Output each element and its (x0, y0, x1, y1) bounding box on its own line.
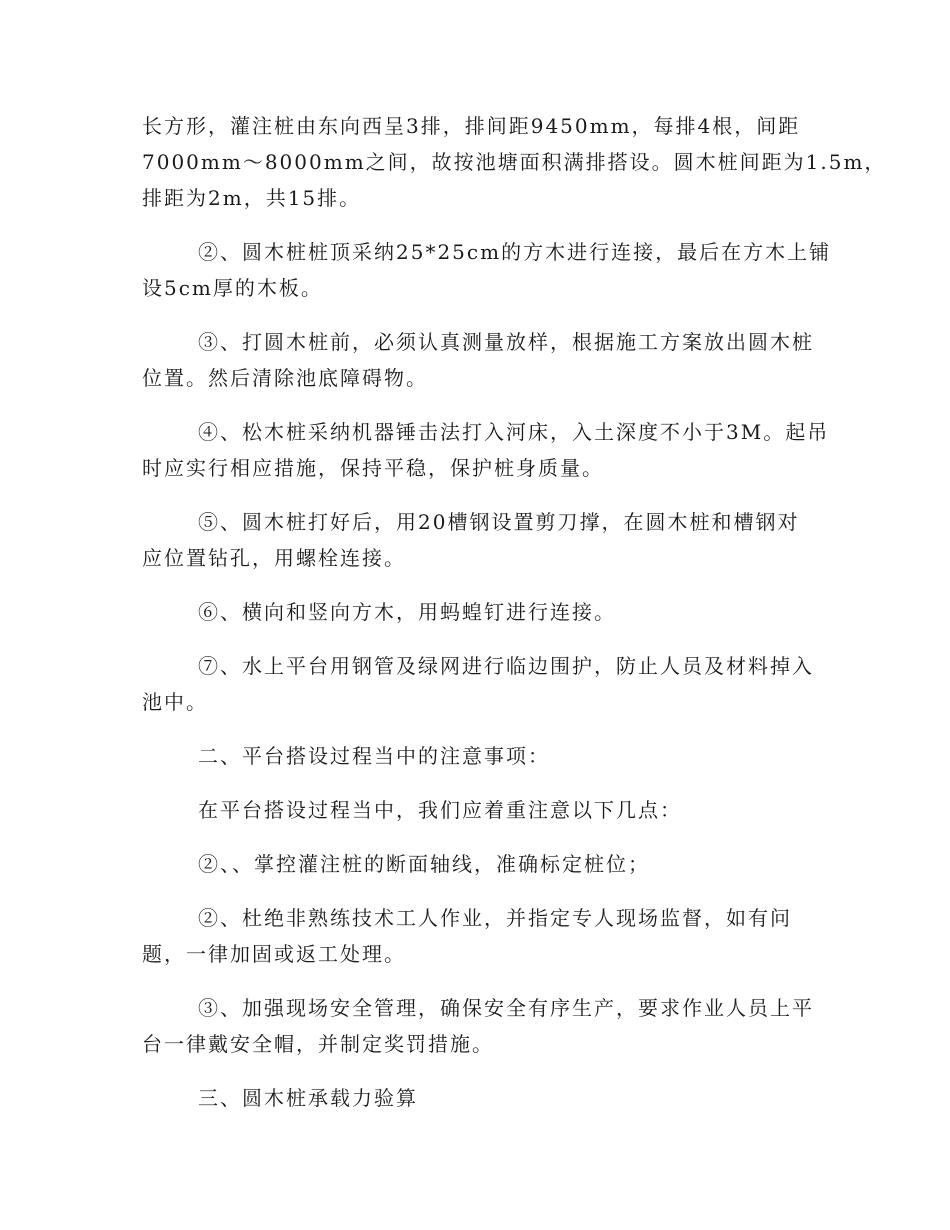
text-line: 台一律戴安全帽，并制定奖罚措施。 (142, 1032, 494, 1056)
document-body (142, 108, 887, 1134)
text-line: ⑥、横向和竖向方木，用蚂蝗钉进行连接。 (198, 600, 616, 624)
paragraph-item-4-pile-driving (142, 414, 830, 486)
text-line: ②、、掌控灌注桩的断面轴线，准确标定桩位； (198, 852, 650, 876)
section-heading-precautions (142, 738, 810, 774)
text-line: ②、圆木桩桩顶采纳25*25cm的方木进行连接，最后在方木上铺 (198, 240, 832, 264)
text-line: ②、杜绝非熟练技术工人作业，并指定专人现场监督，如有问 (198, 906, 792, 930)
paragraph-precaution-axis (142, 846, 810, 882)
section-heading-bearing-capacity (142, 1080, 810, 1116)
text-line: ④、松木桩采纳机器锤击法打入河床，入土深度不小于3M。起吊 (198, 420, 830, 444)
text-line: 7000mm～8000mm之间，故按池塘面积满排搭设。圆木桩间距为1.5m， (142, 150, 887, 174)
text-line: ③、加强现场安全管理，确保安全有序生产，要求作业人员上平 (198, 996, 814, 1020)
text-line: 池中。 (142, 690, 208, 714)
text-line: 排距为2m，共15排。 (142, 186, 362, 210)
text-line: 长方形，灌注桩由东向西呈3排，排间距9450mm，每排4根，间距 (142, 114, 801, 138)
text-line: 在平台搭设过程当中，我们应着重注意以下几点： (198, 798, 682, 822)
text-line: ⑦、水上平台用钢管及绿网进行临边围护，防止人员及材料掉入 (198, 654, 814, 678)
paragraph-pile-layout (142, 108, 887, 216)
paragraph-precautions-intro (142, 792, 810, 828)
text-line: 二、平台搭设过程当中的注意事项： (198, 744, 550, 768)
paragraph-item-3-survey (142, 324, 814, 396)
paragraph-item-6-nailing (142, 594, 810, 630)
paragraph-item-5-bracing (142, 504, 810, 576)
text-line: 位置。然后清除池底障碍物。 (142, 366, 428, 390)
paragraph-precaution-workers (142, 900, 810, 972)
text-line: 设5cm厚的木板。 (142, 276, 323, 300)
paragraph-item-7-guardrail (142, 648, 814, 720)
paragraph-precaution-safety (142, 990, 814, 1062)
text-line: ⑤、圆木桩打好后，用20槽钢设置剪刀撑，在圆木桩和槽钢对 (198, 510, 800, 534)
text-line: 题，一律加固或返工处理。 (142, 942, 406, 966)
text-line: ③、打圆木桩前，必须认真测量放样，根据施工方案放出圆木桩 (198, 330, 814, 354)
text-line: 应位置钻孔，用螺栓连接。 (142, 546, 406, 570)
text-line: 三、圆木桩承载力验算 (198, 1086, 418, 1110)
paragraph-item-2-square-timber (142, 234, 832, 306)
text-line: 时应实行相应措施，保持平稳，保护桩身质量。 (142, 456, 604, 480)
